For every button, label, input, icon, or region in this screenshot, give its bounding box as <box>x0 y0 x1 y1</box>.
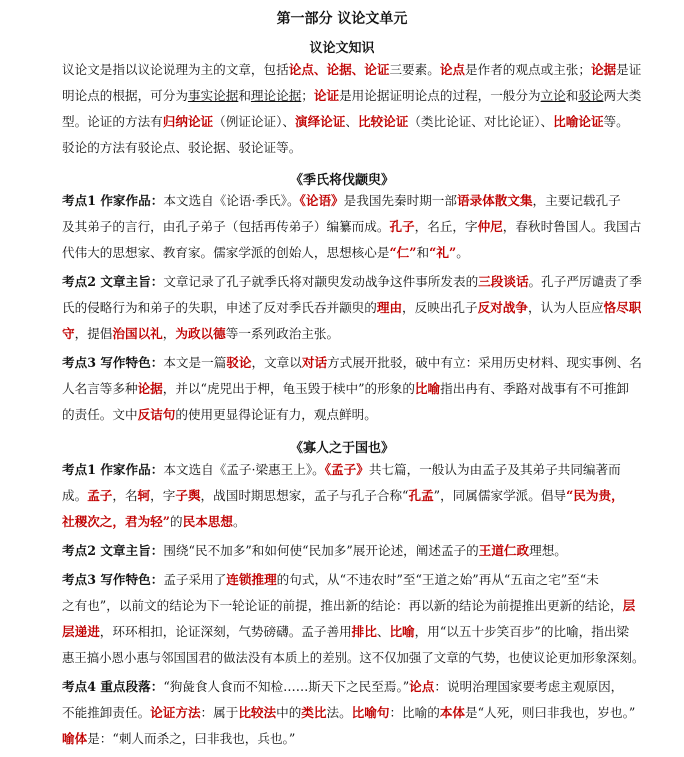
keyword: 论据 <box>590 62 617 77</box>
s2-point1-line2 <box>62 490 624 503</box>
keyword: 轲 <box>137 488 151 503</box>
text: 的责任。文中 <box>62 407 138 422</box>
text: ，提倡 <box>74 326 113 341</box>
text: 是证 <box>616 62 642 77</box>
text: ，字 <box>150 488 176 503</box>
s1-point3-line3 <box>62 409 377 422</box>
s2-point1-line3 <box>62 516 246 529</box>
text: （例证论证）、 <box>213 114 295 129</box>
section-title-guaren: 《寡人之于国也》 <box>289 441 394 456</box>
text: 是：“刺人而杀之，曰非我也，兵也。” <box>87 731 296 746</box>
text: 、 <box>345 114 358 129</box>
text: 孟子采用了 <box>163 572 227 587</box>
text: “狗彘食人食而不知检……斯天下之民至焉。” <box>163 679 410 694</box>
text: 指出冉有、季路对战事有不可推卸 <box>440 381 630 396</box>
keyword: 论证方法 <box>150 705 201 720</box>
keyword: 论证 <box>364 62 390 77</box>
text: 。 <box>232 514 246 529</box>
s2-point4-line2 <box>62 707 635 720</box>
text: 、 <box>376 624 390 639</box>
text: 围绕“民不加多”和如何使“民加多”展开论述，阐述孟子的 <box>163 543 479 558</box>
keyword: 孟子 <box>87 488 113 503</box>
keyword: 孔子 <box>389 219 415 234</box>
point-label: 考点2 文章主旨： <box>62 274 164 289</box>
keyword: 反对战争 <box>477 300 528 315</box>
keyword: 论据 <box>326 62 352 77</box>
keyword: 排比 <box>351 624 377 639</box>
s2-point1-line1 <box>62 464 621 477</box>
keyword: 仲尼 <box>477 219 503 234</box>
keyword: 演绎论证 <box>294 114 346 129</box>
text: ”，同属儒家学派。倡导 <box>433 488 567 503</box>
text: 和 <box>238 88 251 103</box>
text: 氏的侵略行为和弟子的失职，申述了反对季氏吞并颛臾的 <box>62 300 377 315</box>
text: 及其弟子的言行，由孔子弟子（包括再传弟子）编纂而成。 <box>62 219 390 234</box>
s2-point2-line1 <box>62 545 567 558</box>
text: 。孔子严厉谴责了季 <box>528 274 642 289</box>
text: ，战国时期思想家，孟子与孔子合称“ <box>200 488 409 503</box>
text: 和 <box>565 88 579 103</box>
s1-point3-line2 <box>62 383 629 396</box>
keyword: 民本思想 <box>182 514 233 529</box>
text: 。 <box>456 245 469 260</box>
keyword: 、 <box>351 62 365 77</box>
text: 等一系列政治主张。 <box>225 326 340 341</box>
text: 本文选自《孟子·梁惠王上》。 <box>163 462 325 477</box>
keyword: 治国以礼 <box>112 326 163 341</box>
section-title-knowledge: 议论文知识 <box>309 41 375 56</box>
keyword: 本体 <box>439 705 465 720</box>
keyword: 比较法 <box>238 705 277 720</box>
text: 理想。 <box>529 543 567 558</box>
s1-point2-line2 <box>62 302 641 315</box>
text: ，名丘，字 <box>414 219 478 234</box>
intro-line-1 <box>62 64 641 77</box>
point-label: 考点2 文章主旨： <box>62 543 164 558</box>
keyword: 比喻 <box>389 624 415 639</box>
keyword: 子舆 <box>175 488 201 503</box>
s1-point2-line1 <box>62 276 642 289</box>
text: 方式展开批驳，破中有立：采用历史材料、现实事例、名 <box>327 355 642 370</box>
intro-line-2 <box>62 90 641 103</box>
s2-point3-line4: 惠王搞小恩小惠与邻国国君的做法没有本质上的差别。这不仅加强了文章的气势，也使议论更加形象深刻。 <box>62 650 645 665</box>
text: 三要素。 <box>389 62 440 77</box>
s1-point2-line3 <box>62 328 339 341</box>
section-title-jishi: 《季氏将伐颛臾》 <box>289 173 394 188</box>
text: 是“人死，则曰非我也，岁也。” <box>465 705 636 720</box>
s2-point4-line3 <box>62 733 295 746</box>
text: ：比喻的 <box>389 705 440 720</box>
text: 是用论据证明论点的过程，一般分为 <box>339 88 541 103</box>
keyword: 三段谈话 <box>478 274 529 289</box>
text: ，主要记载孔子 <box>532 193 621 208</box>
s1-point1-line2 <box>62 221 641 234</box>
text: 的句式，从“不违农时”至“王道之始”再从“五亩之宅”至“未 <box>276 572 599 587</box>
text: 中的 <box>276 705 302 720</box>
text: 是我国先秦时期一部 <box>343 193 457 208</box>
part-title: 第一部分 议论文单元 <box>276 11 408 27</box>
underlined-term: 事实论据 <box>187 88 239 103</box>
keyword: “民为贵， <box>566 488 624 503</box>
keyword: 论点 <box>409 679 435 694</box>
keyword: 归纳论证 <box>162 114 214 129</box>
keyword: “礼” <box>429 245 457 260</box>
s2-point3-line1 <box>62 574 599 587</box>
s1-point1-line1 <box>62 195 621 208</box>
intro-line-3 <box>62 116 629 129</box>
keyword: 比喻句 <box>351 705 390 720</box>
text: 代伟大的思想家、教育家。儒家学派的创始人，思想核心是 <box>62 245 390 260</box>
keyword: 比喻 <box>414 381 441 396</box>
text: 人名言等多种 <box>62 381 138 396</box>
text: 和 <box>416 245 430 260</box>
s2-point4-line1 <box>62 681 623 694</box>
keyword: 类比 <box>301 705 327 720</box>
point-label: 考点3 写作特色： <box>62 572 164 587</box>
text: 本文选自《论语·季氏》。 <box>163 193 300 208</box>
keyword: 层递进 <box>62 624 100 639</box>
keyword: 恪尽职 <box>603 300 642 315</box>
keyword: 《孟子》 <box>324 462 369 477</box>
text: ，名 <box>112 488 138 503</box>
keyword: 对话 <box>301 355 328 370</box>
text: 明论点的根据，可分为 <box>62 88 188 103</box>
keyword: 论点 <box>288 62 314 77</box>
text: ， <box>162 326 176 341</box>
text: 等。 <box>603 114 629 129</box>
keyword: 理由 <box>376 300 403 315</box>
keyword: 喻体 <box>62 731 88 746</box>
point-label: 考点1 作家作品： <box>62 462 164 477</box>
s1-point1-line3 <box>62 247 469 260</box>
point-label: 考点1 作家作品： <box>62 193 164 208</box>
text: 成。 <box>62 488 88 503</box>
text: 法。 <box>326 705 352 720</box>
text: ，文章以 <box>251 355 302 370</box>
point-label: 考点4 重点段落： <box>62 679 164 694</box>
text: 共七篇，一般认为由孟子及其弟子共同编著而 <box>368 462 621 477</box>
keyword: 王道仁政 <box>478 543 530 558</box>
text: 不能推卸责任。 <box>62 705 151 720</box>
text: ，环环相扣，论证深刻，气势磅礴。孟子善用 <box>99 624 352 639</box>
underlined-term: 立论 <box>540 88 566 103</box>
text: 议论文是指以议论说理为主的文章，包括 <box>62 62 289 77</box>
keyword: 层 <box>622 598 636 613</box>
keyword: 、 <box>313 62 327 77</box>
keyword: 为政以德 <box>175 326 226 341</box>
text: ，用“以五十步笑百步”的比喻，指出梁 <box>414 624 630 639</box>
text: ：说明治理国家要考虑主观原因， <box>434 679 624 694</box>
underlined-term: 驳论 <box>578 88 604 103</box>
keyword: 驳论 <box>226 355 252 370</box>
text: 两大类 <box>603 88 642 103</box>
intro-line-4: 驳论的方法有驳论点、驳论据、驳论证等。 <box>62 140 302 155</box>
text: 文章记录了孔子就季氏将对颛臾发动战争这件事所发表的 <box>163 274 479 289</box>
s1-point3-line1 <box>62 357 642 370</box>
text: ，并以“虎兕出于柙，龟玉毁于椟中”的形象的 <box>162 381 415 396</box>
keyword: 孔孟 <box>408 488 434 503</box>
keyword: 《论语》 <box>299 193 344 208</box>
keyword: 比较论证 <box>357 114 409 129</box>
keyword: 社稷次之，君为轻” <box>62 514 170 529</box>
s2-point3-line3 <box>62 626 629 639</box>
keyword: 反诘句 <box>137 407 176 422</box>
underlined-term: 理论论据 <box>250 88 302 103</box>
keyword: 守 <box>62 326 75 341</box>
text: 本文是一篇 <box>163 355 227 370</box>
keyword: “仁” <box>389 245 417 260</box>
text: 是作者的观点或主张； <box>465 62 591 77</box>
keyword: 连锁推理 <box>226 572 277 587</box>
keyword: 论据 <box>137 381 163 396</box>
text: （类比论证、对比论证）、 <box>408 114 554 129</box>
keyword: 比喻论证 <box>553 114 604 129</box>
text: ，春秋时鲁国人。我国古 <box>502 219 642 234</box>
text: 的使用更显得论证有力，观点鲜明。 <box>175 407 377 422</box>
s2-point3-line2 <box>62 600 635 613</box>
text: ，认为人臣应 <box>527 300 604 315</box>
text: ； <box>301 88 314 103</box>
keyword: 语录体散文集 <box>456 193 533 208</box>
text: ：属于 <box>200 705 239 720</box>
point-label: 考点3 写作特色： <box>62 355 164 370</box>
text: ，反映出孔子 <box>402 300 478 315</box>
text: 之有也”，以前文的结论为下一轮论证的前提，推出新的结论：再以新的结论为前提推出更新的结论， <box>62 598 623 613</box>
keyword: 论点 <box>439 62 465 77</box>
text: 型。论证的方法有 <box>62 114 163 129</box>
text: 的 <box>170 514 183 529</box>
keyword: 论证 <box>313 88 340 103</box>
